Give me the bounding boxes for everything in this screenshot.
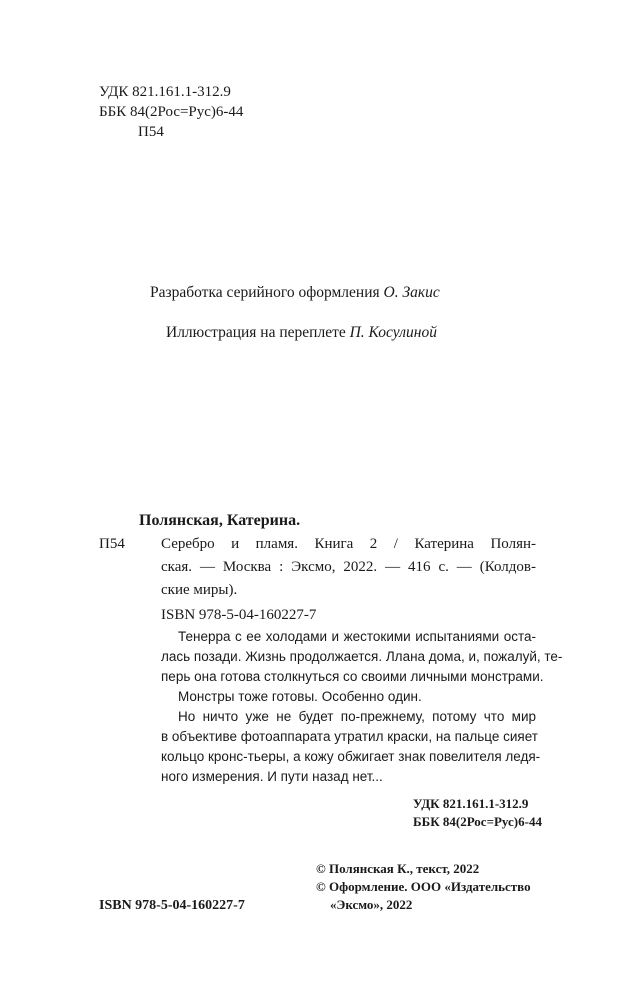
illustration-label: Иллюстрация на переплете — [166, 324, 346, 341]
bottom-bbk-code: ББК 84(2Рос=Рус)6-44 — [413, 814, 542, 829]
series-design-credit — [150, 284, 440, 302]
bottom-isbn: ISBN 978-5-04-160227-7 — [99, 898, 245, 913]
bib-author-sign: П54 — [99, 536, 125, 552]
copyright-design-line-2: «Эксмо», 2022 — [330, 897, 413, 912]
annotation-line: Монстры тоже готовы. Особенно один. — [178, 689, 422, 704]
bib-isbn: ISBN 978-5-04-160227-7 — [161, 607, 317, 623]
illustration-name: П. Косулиной — [349, 324, 437, 341]
annotation-line: в объективе фотоаппарата утратил краски, на пальце сияет — [161, 729, 538, 744]
bib-line: ские миры). — [161, 582, 238, 598]
author-sign: П54 — [138, 124, 164, 140]
annotation-line: Тенерра с ее холодами и жестокими испытаниями оста- — [178, 629, 536, 644]
series-design-name: О. Закис — [383, 284, 440, 301]
bib-line: Серебро и пламя. Книга 2 / Катерина Полян- — [161, 536, 536, 552]
bib-author-heading: Полянская, Катерина. — [139, 512, 301, 529]
copyright-text: © Полянская К., текст, 2022 — [316, 861, 480, 876]
udk-code: УДК 821.161.1-312.9 — [99, 84, 231, 100]
illustration-credit — [166, 324, 437, 342]
annotation-line: Но ничто уже не будет по-прежнему, потому что мир — [178, 709, 536, 724]
annotation-line: кольцо кронс-тьеры, а кожу обжигает знак повелителя ледя- — [161, 749, 541, 764]
series-design-label: Разработка серийного оформления — [150, 284, 380, 301]
bottom-udk-code: УДК 821.161.1-312.9 — [413, 796, 529, 811]
annotation-line: ного измерения. И пути назад нет... — [161, 769, 383, 784]
copyright-design-line-1: © Оформление. ООО «Издательство — [316, 879, 531, 894]
bbk-code: ББК 84(2Рос=Рус)6-44 — [99, 104, 244, 120]
annotation-line: лась позади. Жизнь продолжается. Ллана дома, и, пожалуй, те- — [161, 649, 563, 664]
annotation-line: перь она готова столкнуться со своими личными монстрами. — [161, 669, 544, 684]
bib-line: ская. — Москва : Эксмо, 2022. — 416 с. — (Колдов- — [161, 559, 536, 575]
